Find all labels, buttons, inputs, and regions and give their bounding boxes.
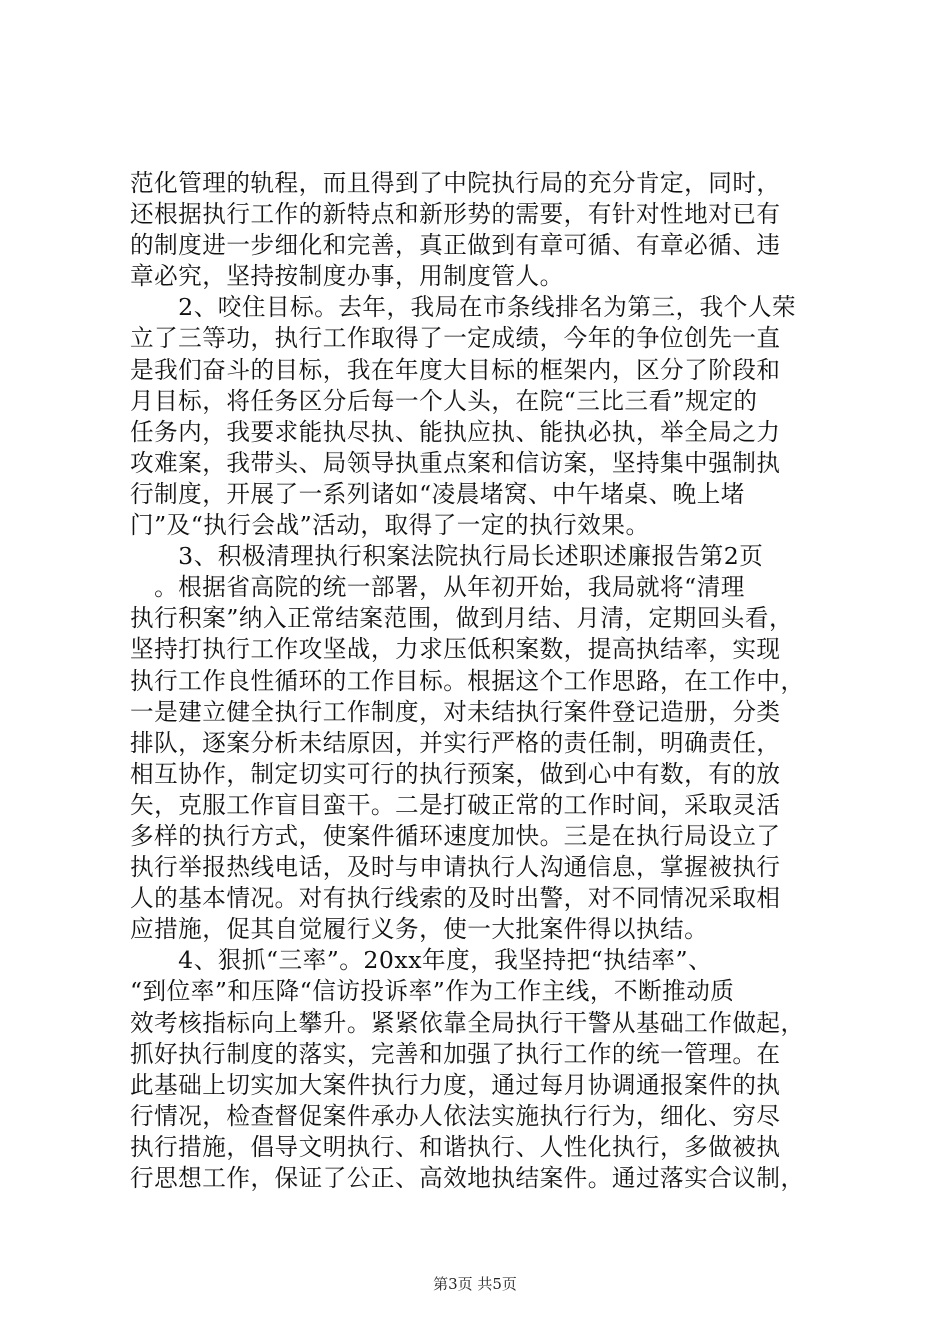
text-line: 执行措施，倡导文明执行、和谐执行、人性化执行，多做被执 bbox=[130, 1132, 781, 1161]
text-line: 人的基本情况。对有执行线索的及时出警，对不同情况采取相 bbox=[130, 884, 781, 913]
text-line: 排队，逐案分析未结原因，并实行严格的责任制，明确责任， bbox=[130, 728, 781, 757]
text-line: “到位率”和压降“信访投诉率”作为工作主线，不断推动质 bbox=[130, 977, 735, 1006]
text-line: 月目标，将任务区分后每一个人头，在院“三比三看”规定的 bbox=[130, 386, 758, 415]
text-line: 应措施，促其自觉履行义务，使一大批案件得以执结。 bbox=[130, 915, 709, 944]
text-line: 此基础上切实加大案件执行力度，通过每月协调通报案件的执 bbox=[130, 1070, 781, 1099]
text-line: 范化管理的轨程，而且得到了中院执行局的充分肯定，同时， bbox=[130, 169, 781, 197]
text-line: 行思想工作，保证了公正、高效地执结案件。通过落实合议制， bbox=[130, 1164, 805, 1192]
text-line: 。根据省高院的统一部署，从年初开始，我局就将“清理 bbox=[130, 573, 745, 602]
text-line: 执行积案”纳入正常结案范围，做到月结、月清，定期回头看， bbox=[130, 604, 794, 633]
text-line: 3、积极清理执行积案法院执行局长述职述廉报告第2页 bbox=[130, 542, 764, 571]
text-line: 还根据执行工作的新特点和新形势的需要，有针对性地对已有 bbox=[130, 200, 781, 229]
text-line: 矢，克服工作盲目蛮干。二是打破正常的工作时间，采取灵活 bbox=[130, 790, 781, 819]
text-line: 攻难案，我带头、局领导执重点案和信访案，坚持集中强制执 bbox=[130, 448, 781, 477]
text-line: 4、狠抓“三率”。20xx年度，我坚持把“执结率”、 bbox=[130, 946, 713, 975]
text-line: 相互协作，制定切实可行的执行预案，做到心中有数，有的放 bbox=[130, 759, 781, 788]
text-line: 立了三等功，执行工作取得了一定成绩，今年的争位创先一直 bbox=[130, 324, 781, 353]
text-line: 执行工作良性循环的工作目标。根据这个工作思路，在工作中， bbox=[130, 666, 805, 695]
text-line: 行制度，开展了一系列诸如“凌晨堵窝、中午堵桌、晚上堵 bbox=[130, 479, 745, 508]
text-line: 2、咬住目标。去年，我局在市条线排名为第三，我个人荣 bbox=[130, 293, 797, 322]
text-line: 效考核指标向上攀升。紧紧依靠全局执行干警从基础工作做起， bbox=[130, 1008, 805, 1037]
text-line: 坚持打执行工作攻坚战，力求压低积案数，提高执结率，实现 bbox=[130, 635, 781, 664]
text-line: 多样的执行方式，使案件循环速度加快。三是在执行局设立了 bbox=[130, 821, 781, 850]
text-line: 章必究，坚持按制度办事，用制度管人。 bbox=[130, 262, 564, 291]
text-line: 一是建立健全执行工作制度，对未结执行案件登记造册，分类 bbox=[130, 697, 781, 726]
page-footer: 第3页 共5页 bbox=[433, 1275, 517, 1293]
text-line: 门”及“执行会战”活动，取得了一定的执行效果。 bbox=[130, 511, 650, 540]
text-line: 抓好执行制度的落实，完善和加强了执行工作的统一管理。在 bbox=[130, 1039, 781, 1068]
body-text bbox=[130, 168, 830, 1194]
text-line: 的制度进一步细化和完善，真正做到有章可循、有章必循、违 bbox=[130, 231, 781, 260]
text-line: 行情况，检查督促案件承办人依法实施执行行为，细化、穷尽 bbox=[130, 1101, 781, 1130]
text-line: 任务内，我要求能执尽执、能执应执、能执必执，举全局之力 bbox=[130, 417, 781, 446]
text-line: 执行举报热线电话，及时与申请执行人沟通信息，掌握被执行 bbox=[130, 853, 781, 882]
text-line: 是我们奋斗的目标，我在年度大目标的框架内，区分了阶段和 bbox=[130, 355, 781, 384]
